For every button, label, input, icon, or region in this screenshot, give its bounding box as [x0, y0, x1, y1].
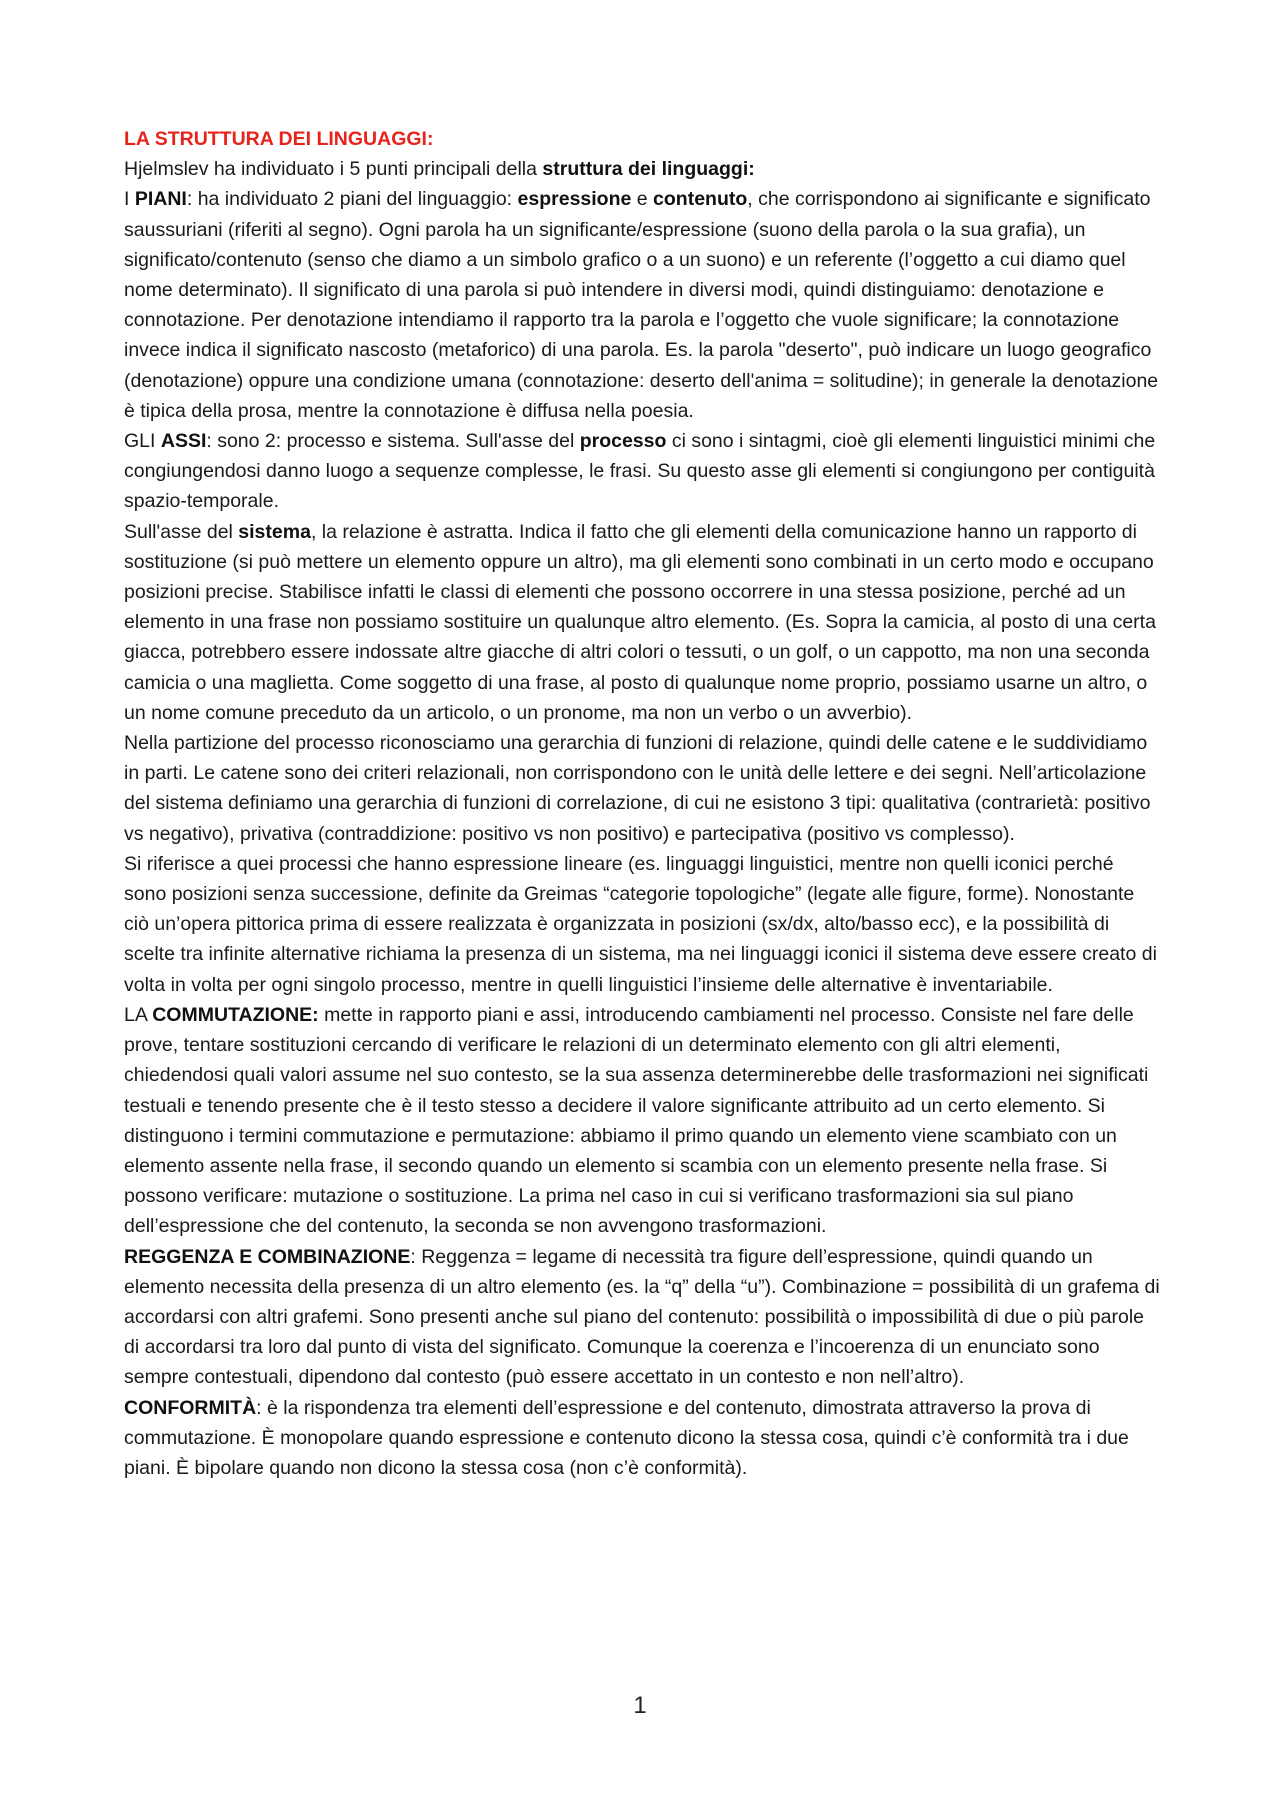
paragraph — [124, 154, 1160, 184]
bold-term: PIANI — [134, 188, 187, 211]
text-run: , che corrispondono ai significante e significato saussuriani (riferiti al segno). Ogni parola ha un significante/espressione (suono della parola o la sua grafia), un significato/contenuto (senso che diamo a un simbolo grafico o a un suono) e un referente (l’oggetto a cui diamo quel nome determinato). Il significato di una parola si può intendere in diversi modi, quindi distinguiamo: denotazione e connotazione. Per denotazione intendiamo il rapporto tra la parola e l’oggetto che vuole significare; la connotazione invece indica il significato nascosto (metaforico) di una parola. Es. la parola "deserto", può indicare un luogo geografico (denotazione) oppure una condizione umana (connotazione: deserto dell'anima = solitudine); in generale la denotazione è tipica della prosa, mentre la connotazione è diffusa nella poesia. — [124, 188, 1159, 422]
paragraph — [124, 1000, 1160, 1242]
document-title: LA STRUTTURA DEI LINGUAGGI: — [124, 128, 434, 150]
text-run: LA — [124, 1003, 153, 1026]
paragraph — [124, 728, 1160, 849]
text-run: Hjelmslev ha individuato i 5 punti principali della — [124, 158, 543, 181]
text-run: : ha individuato 2 piani del linguaggio: — [186, 188, 518, 211]
text-run: ci sono i sintagmi, cioè gli elementi linguistici minimi che congiungendosi danno luogo a sequenze complesse, le frasi. Su questo asse gli elementi si congiungono per contiguità spazio-temporale. — [124, 430, 1156, 513]
bold-term: REGGENZA E COMBINAZIONE — [124, 1245, 411, 1268]
document-page — [124, 124, 1160, 1483]
text-run: Nella partizione del processo riconosciamo una gerarchia di funzioni di relazione, quindi delle catene e le suddividiamo in parti. Le catene sono dei criteri relazionali, non corrispondono con le unità delle lettere e dei segni. Nell’articolazione del sistema definiamo una gerarchia di funzioni di correlazione, di cui ne esistono 3 tipi: qualitativa (contrarietà: positivo vs negativo), privativa (contraddizione: positivo vs non positivo) e partecipativa (positivo vs complesso). — [124, 732, 1151, 845]
text-run: Sull'asse del — [124, 520, 239, 543]
document-body — [124, 154, 1160, 1483]
paragraph — [124, 1242, 1160, 1393]
bold-term: contenuto — [653, 188, 748, 211]
page-number: 1 — [633, 1692, 647, 1719]
text-run: : è la rispondenza tra elementi dell’espressione e del contenuto, dimostrata attraverso la prova di commutazione. È monopolare quando espressione e contenuto dicono la stessa cosa, quindi c’è conformità tra i due piani. È bipolare quando non dicono la stessa cosa (non c’è conformità). — [124, 1396, 1129, 1479]
paragraph — [124, 517, 1160, 728]
bold-term: COMMUTAZIONE: — [152, 1003, 319, 1026]
bold-term: espressione — [517, 188, 632, 211]
text-run: : Reggenza = legame di necessità tra figure dell’espressione, quindi quando un elemento necessita della presenza di un altro elemento (es. la “q” della “u”). Combinazione = possibilità di un grafema di accordarsi con altri grafemi. Sono presenti anche sul piano del contenuto: possibilità o impossibilità di due o più parole di accordarsi tra loro dal punto di vista del significato. Comunque la coerenza e l’incoerenza di un enunciato sono sempre contestuali, dipendono dal contesto (può essere accettato in un contesto e non nell’altro). — [124, 1245, 1160, 1389]
text-run: mette in rapporto piani e assi, introducendo cambiamenti nel processo. Consiste nel fare delle prove, tentare sostituzioni cercando di verificare le relazioni di un determinato elemento con gli altri elementi, chiedendosi quali valori assume nel suo contesto, se la sua assenza determinerebbe delle trasformazioni nei significati testuali e tenendo presente che è il testo stesso a decidere il valore significante attribuito ad un certo elemento. Si distinguono i termini commutazione e permutazione: abbiamo il primo quando un elemento viene scambiato con un elemento assente nella frase, il secondo quando un elemento si scambia con un elemento presente nella frase. Si possono verificare: mutazione o sostituzione. La prima nel caso in cui si verificano trasformazioni sia sul piano dell’espressione che del contenuto, la seconda se non avvengono trasformazioni. — [124, 1003, 1149, 1238]
bold-term: struttura dei linguaggi: — [542, 158, 755, 181]
text-run: e — [631, 188, 654, 211]
paragraph — [124, 849, 1160, 1000]
paragraph — [124, 426, 1160, 517]
text-run: I — [124, 188, 135, 211]
paragraph — [124, 1393, 1160, 1484]
bold-term: CONFORMITÀ — [124, 1396, 257, 1419]
paragraph — [124, 184, 1160, 426]
text-run: GLI — [124, 430, 161, 453]
bold-term: processo — [579, 430, 667, 453]
text-run: , la relazione è astratta. Indica il fatto che gli elementi della comunicazione hanno un rapporto di sostituzione (si può mettere un elemento oppure un altro), ma gli elementi sono combinati in un certo modo e occupano posizioni precise. Stabilisce infatti le classi di elementi che possono occorrere in una stessa posizione, perché ad un elemento in una frase non possiamo sostituire un qualunque altro elemento. (Es. Sopra la camicia, al posto di una certa giacca, potrebbero essere indossate altre giacche di altri colori o tessuti, o un golf, o un cappotto, ma non una seconda camicia o una maglietta. Come soggetto di una frase, al posto di qualunque nome proprio, possiamo usarne un altro, o un nome comune preceduto da un articolo, o un pronome, ma non un verbo o un avverbio). — [124, 520, 1156, 724]
text-run: Si riferisce a quei processi che hanno espressione lineare (es. linguaggi linguistici, mentre non quelli iconici perché sono posizioni senza successione, definite da Greimas “categorie topologiche” (legate alle figure, forme). Nonostante ciò un’opera pittorica prima di essere realizzata è organizzata in posizioni (sx/dx, alto/basso ecc), e la possibilità di scelte tra infinite alternative richiama la presenza di un sistema, ma nei linguaggi iconici il sistema deve essere creato di volta in volta per ogni singolo processo, mentre in quelli linguistici l’insieme delle alternative è inventariabile. — [124, 852, 1157, 996]
text-run: : sono 2: processo e sistema. Sull'asse del — [206, 430, 580, 453]
bold-term: sistema — [238, 520, 311, 543]
bold-term: ASSI — [160, 430, 207, 453]
